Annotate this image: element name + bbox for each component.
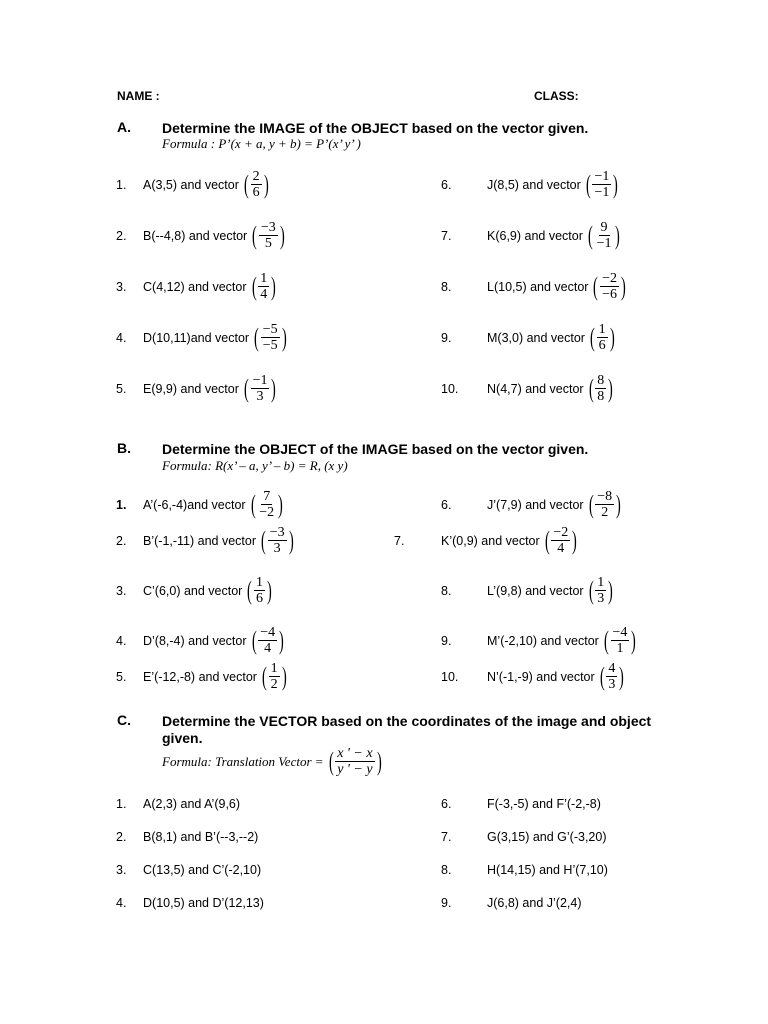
list-item xyxy=(487,373,615,404)
item-number: 6. xyxy=(441,498,452,512)
item-text: L’(9,8) and vector xyxy=(487,583,584,598)
list-item xyxy=(487,169,620,200)
item-number: 4. xyxy=(116,896,127,910)
item-number: 9. xyxy=(441,634,452,648)
list-item xyxy=(143,896,264,910)
item-number: 8. xyxy=(441,584,452,598)
list-item xyxy=(143,797,240,811)
item-number: 6. xyxy=(441,178,452,192)
list-item xyxy=(143,575,274,606)
vector-x: 1 xyxy=(598,322,606,337)
item-text: J(8,5) and vector xyxy=(487,177,581,192)
vector-notation: ( $\frac{1}{2}$ ) xyxy=(261,661,287,692)
vector-x: −1 xyxy=(594,169,610,184)
vector-y: 5 xyxy=(264,236,272,251)
item-number: 2. xyxy=(116,534,127,548)
item-number: 9. xyxy=(441,896,452,910)
list-item xyxy=(143,169,270,200)
vector-notation: ( $\frac{8}{8}$ ) xyxy=(588,373,613,404)
vector-y: 2 xyxy=(601,505,609,520)
list-item xyxy=(487,220,622,251)
list-item xyxy=(441,525,579,556)
vector-y: 4 xyxy=(260,287,268,302)
vector-x: −2 xyxy=(553,525,569,540)
vector-notation: ( $\frac{7}{-2}$ ) xyxy=(250,489,283,520)
vector-notation: ( $\frac{-5}{-5}$ ) xyxy=(254,322,287,353)
item-text: A(3,5) and vector xyxy=(143,177,239,192)
vector-notation: ( $\frac{4}{3}$ ) xyxy=(599,661,625,692)
section-c-formula-vector: ( $\frac{x ' - x}{y ' - y}$ ) xyxy=(328,746,382,777)
item-number: 2. xyxy=(116,830,127,844)
vector-x: 1 xyxy=(270,661,278,676)
vector-x: −5 xyxy=(262,322,278,337)
item-text: J’(7,9) and vector xyxy=(487,497,584,512)
list-item xyxy=(487,830,607,844)
item-number: 4. xyxy=(116,634,127,648)
vector-y: −1 xyxy=(594,185,610,200)
list-item xyxy=(143,525,295,556)
vector-x: −2 xyxy=(602,271,618,286)
list-item xyxy=(143,863,261,877)
vector-y: 1 xyxy=(616,641,624,656)
vector-notation: ( $\frac{9}{-1}$ ) xyxy=(587,220,621,251)
item-text: D(10,5) and D’(12,13) xyxy=(143,896,264,910)
item-text: K(6,9) and vector xyxy=(487,228,583,243)
item-text: E(9,9) and vector xyxy=(143,381,239,396)
vector-y: 2 xyxy=(270,677,278,692)
item-number: 1. xyxy=(116,178,127,192)
item-number: 7. xyxy=(441,830,452,844)
item-text: E’(-12,-8) and vector xyxy=(143,669,257,684)
list-item xyxy=(487,797,601,811)
vector-x: 4 xyxy=(608,661,616,676)
item-number: 7. xyxy=(441,229,452,243)
list-item xyxy=(143,489,285,520)
vector-notation: ( $\frac{-3}{3}$ ) xyxy=(260,525,294,556)
list-item xyxy=(487,896,581,910)
vector-y: 3 xyxy=(256,389,264,404)
item-text: H(14,15) and H’(7,10) xyxy=(487,863,608,877)
vector-y: 6 xyxy=(252,185,260,200)
vector-x: 1 xyxy=(597,575,605,590)
section-a-title: Determine the IMAGE of the OBJECT based on the vector given. xyxy=(162,120,589,136)
item-text: B(8,1) and B’(--3,--2) xyxy=(143,830,259,844)
vector-notation: ( $\frac{-3}{5}$ ) xyxy=(252,220,285,251)
item-text: C’(6,0) and vector xyxy=(143,583,243,598)
list-item xyxy=(143,661,288,692)
formula-vector-top: x ' − x xyxy=(337,746,373,761)
vector-y: −1 xyxy=(596,236,612,251)
vector-y: 3 xyxy=(273,541,281,556)
list-item xyxy=(143,373,278,404)
vector-x: −8 xyxy=(597,489,613,504)
section-a-formula: Formula : P’(x + a, y + b) = P’(x’ y’ ) xyxy=(162,136,361,151)
section-a-letter: A. xyxy=(117,119,131,135)
item-text: M’(-2,10) and vector xyxy=(487,633,599,648)
item-number: 10. xyxy=(441,670,459,684)
vector-x: 2 xyxy=(252,169,260,184)
section-c-formula xyxy=(162,746,383,777)
vector-y: 3 xyxy=(608,677,616,692)
vector-notation: ( $\frac{-2}{4}$ ) xyxy=(544,525,577,556)
item-number: 6. xyxy=(441,797,452,811)
item-text: J(6,8) and J’(2,4) xyxy=(487,896,582,910)
item-text: A’(-6,-4)and vector xyxy=(143,497,246,512)
list-item xyxy=(487,625,638,656)
section-b-letter: B. xyxy=(117,440,131,456)
vector-notation: ( $\frac{1}{3}$ ) xyxy=(588,575,613,606)
list-item xyxy=(487,863,608,877)
item-text: D’(8,-4) and vector xyxy=(143,633,247,648)
item-number: 5. xyxy=(116,382,127,396)
vector-y: 4 xyxy=(557,541,565,556)
vector-notation: ( $\frac{-1}{3}$ ) xyxy=(243,373,277,404)
list-item xyxy=(487,489,623,520)
list-item xyxy=(143,830,258,844)
item-number: 3. xyxy=(116,280,127,294)
vector-x: −3 xyxy=(269,525,285,540)
vector-notation: ( $\frac{1}{6}$ ) xyxy=(589,322,615,353)
vector-x: 1 xyxy=(260,271,268,286)
vector-notation: ( $\frac{2}{6}$ ) xyxy=(243,169,269,200)
item-number: 4. xyxy=(116,331,127,345)
vector-x: 8 xyxy=(597,373,605,388)
item-text: M(3,0) and vector xyxy=(487,330,585,345)
item-text: B(--4,8) and vector xyxy=(143,228,248,243)
item-number: 1. xyxy=(116,797,127,811)
vector-y: 3 xyxy=(597,591,605,606)
item-number: 1. xyxy=(116,498,127,512)
item-number: 5. xyxy=(116,670,127,684)
item-text: C(4,12) and vector xyxy=(143,279,247,294)
vector-x: −4 xyxy=(612,625,628,640)
section-c-formula-label: Formula: Translation Vector = xyxy=(162,753,324,769)
item-number: 8. xyxy=(441,280,452,294)
vector-x: −1 xyxy=(252,373,268,388)
item-number: 2. xyxy=(116,229,127,243)
item-text: L(10,5) and vector xyxy=(487,279,589,294)
section-c-title-line2: given. xyxy=(162,730,203,746)
vector-notation: ( $\frac{-4}{1}$ ) xyxy=(603,625,637,656)
item-number: 10. xyxy=(441,382,459,396)
list-item xyxy=(487,322,616,353)
vector-y: 4 xyxy=(264,641,272,656)
list-item xyxy=(487,575,615,606)
name-label: NAME : xyxy=(117,89,160,103)
item-text: A(2,3) and A’(9,6) xyxy=(143,797,241,811)
vector-x: 7 xyxy=(263,489,271,504)
item-text: K’(0,9) and vector xyxy=(441,533,540,548)
vector-y: 6 xyxy=(598,338,606,353)
vector-notation: ( $\frac{-2}{-6}$ ) xyxy=(593,271,626,302)
vector-y: 6 xyxy=(256,591,264,606)
section-c-title-line1: Determine the VECTOR based on the coordinates of the image and object xyxy=(162,713,652,729)
vector-x: 1 xyxy=(256,575,264,590)
item-number: 9. xyxy=(441,331,452,345)
class-label: CLASS: xyxy=(534,89,579,103)
vector-notation: ( $\frac{-4}{4}$ ) xyxy=(251,625,284,656)
item-text: F(-3,-5) and F’(-2,-8) xyxy=(487,797,601,811)
list-item xyxy=(487,271,628,302)
item-text: N(4,7) and vector xyxy=(487,381,584,396)
list-item xyxy=(143,220,286,251)
formula-vector-bottom: y ' − y xyxy=(337,762,373,777)
item-number: 3. xyxy=(116,863,127,877)
item-number: 3. xyxy=(116,584,127,598)
vector-y: −2 xyxy=(259,505,275,520)
list-item xyxy=(143,271,278,302)
item-text: N’(-1,-9) and vector xyxy=(487,669,595,684)
section-c-letter: C. xyxy=(117,712,131,728)
section-b-title: Determine the OBJECT of the IMAGE based on the vector given. xyxy=(162,441,589,457)
list-item xyxy=(487,661,626,692)
vector-x: 9 xyxy=(600,220,608,235)
vector-notation: ( $\frac{-1}{-1}$ ) xyxy=(585,169,619,200)
list-item xyxy=(143,322,288,353)
vector-x: −3 xyxy=(260,220,276,235)
vector-x: −4 xyxy=(260,625,276,640)
section-b-formula: Formula: R(x’ – a, y’ – b) = R, (x y) xyxy=(162,458,348,473)
vector-y: −6 xyxy=(602,287,618,302)
vector-y: 8 xyxy=(597,389,605,404)
item-text: D(10,11)and vector xyxy=(143,330,250,345)
vector-notation: ( $\frac{-8}{2}$ ) xyxy=(588,489,621,520)
vector-y: −5 xyxy=(262,338,278,353)
list-item xyxy=(143,625,286,656)
vector-notation: ( $\frac{1}{6}$ ) xyxy=(247,575,272,606)
item-text: B’(-1,-11) and vector xyxy=(143,533,257,548)
vector-notation: ( $\frac{1}{4}$ ) xyxy=(251,271,276,302)
item-number: 7. xyxy=(394,534,405,548)
item-number: 8. xyxy=(441,863,452,877)
item-text: C(13,5) and C’(-2,10) xyxy=(143,863,262,877)
item-text: G(3,15) and G’(-3,20) xyxy=(487,830,607,844)
